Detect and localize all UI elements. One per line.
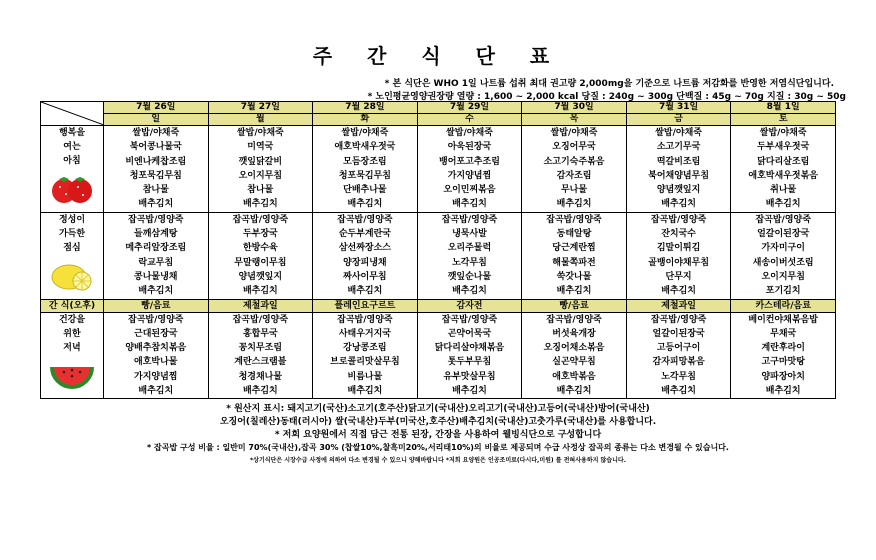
snack-cell: 빵/음료 [104, 299, 209, 312]
menu-item: 배추김치 [661, 386, 696, 397]
menu-item: 배추김치 [556, 286, 592, 297]
menu-item: 배추김치 [556, 386, 592, 397]
nutrition-note: * 노인평균영양권장량 열량 : 1,600 ~ 2,000 kcal 당질 : 240g ~ 300g 단백질 : 45g ~ 70g 지질 : 30g ~ 50g [367, 92, 846, 102]
breakfast-day-cell [731, 126, 836, 213]
menu-item: 사태우거지국 [338, 328, 391, 339]
menu-item: 김말이튀김 [656, 243, 701, 254]
menu-item: 잡곡밥/영양죽 [232, 214, 289, 225]
date-row [41, 102, 836, 114]
menu-item: 오이민찌볶음 [443, 185, 496, 196]
menu-item: 오이지무침 [761, 271, 805, 282]
menu-item: 잡곡밥/영양죽 [337, 214, 393, 225]
menu-item: 쌀밥/야채죽 [236, 128, 284, 138]
dinner-day-cell [313, 312, 418, 399]
breakfast-label [41, 126, 104, 213]
menu-item: 고구마맛탕 [761, 357, 805, 368]
dinner-day-cell [731, 312, 836, 399]
menu-item: 계란스크램블 [234, 357, 287, 368]
menu-item: 오리주물럭 [447, 243, 492, 254]
weekly-menu-table [40, 101, 836, 399]
menu-item: 곤약어묵국 [447, 328, 492, 339]
breakfast-label-line: 행복을 [58, 128, 86, 138]
menu-item: 참나물 [247, 185, 274, 196]
menu-item: 잡곡밥/영양죽 [441, 314, 498, 325]
dinner-label [41, 312, 104, 399]
menu-item: 배추김치 [556, 199, 592, 210]
menu-item: 애호박나물 [134, 357, 178, 368]
menu-item: 오징어채소볶음 [543, 343, 605, 354]
menu-item: 순두부계란국 [338, 229, 391, 240]
lemon-icon [41, 259, 103, 293]
menu-item: 포기김치 [765, 286, 801, 297]
menu-item: 뱅어포고추조림 [439, 156, 500, 167]
day-cell: 토 [731, 114, 836, 126]
lunch-day-cell [731, 212, 836, 299]
menu-item: 단배추나물 [343, 185, 387, 196]
menu-item: 아욱된장국 [447, 142, 492, 153]
menu-item: 얼갈이된장국 [652, 328, 705, 339]
menu-item: 참나물 [142, 185, 169, 196]
snack-cell: 빵/음료 [522, 299, 627, 312]
menu-item: 떡갈비조림 [656, 156, 701, 167]
breakfast-day-cell [208, 126, 313, 213]
menu-item: 쌀밥/야채죽 [132, 128, 180, 138]
snack-label: 간 식(오후) [41, 299, 104, 312]
menu-item: 꽁치무조림 [238, 343, 283, 354]
menu-item: 배추김치 [242, 386, 278, 397]
menu-item: 애호박볶음 [552, 371, 596, 382]
menu-item: 청포묵김무침 [129, 170, 182, 181]
menu-item: 배추김치 [242, 199, 278, 210]
menu-item: 잡곡밥/영양죽 [755, 214, 811, 225]
menu-item: 잔치국수 [661, 229, 696, 240]
origin-note-2: 오징어(칠레산)동태(러시아) 쌀(국내산)두부(미국산,호주산)배추김치(국내산)고춧가루(국내산)를 사용합니다. [219, 417, 657, 427]
date-cell: 7월 29일 [417, 102, 522, 114]
page-title: 주 간 식 단 표 [312, 44, 564, 68]
menu-item: 새송이버섯조림 [752, 257, 814, 268]
lunch-label-line: 정성이 [58, 214, 86, 225]
dinner-row [41, 312, 836, 399]
menu-item: 배추김치 [242, 286, 278, 297]
breakfast-day-cell [522, 126, 627, 213]
menu-item: 잡곡밥/영양죽 [650, 214, 707, 225]
menu-item: 양념깻잎지 [656, 185, 701, 196]
menu-item: 한방수육 [242, 243, 278, 254]
day-cell: 화 [313, 114, 418, 126]
lunch-day-cell [626, 212, 731, 299]
menu-item: 두부장국 [242, 229, 278, 240]
menu-item: 배추김치 [347, 386, 383, 397]
day-cell: 수 [417, 114, 522, 126]
menu-item: 얼갈이된장국 [757, 229, 810, 240]
menu-item: 고등어구이 [656, 343, 701, 354]
grain-ratio-note: * 잡곡밥 구성 비율 : 일반미 70%(국내산),잡곡 30% (찹쌀10%,찰흑미20%,서리태10%)의 비율로 제공되며 수급 사정상 잡곡의 종류는 다소 변경될 수 있습니다. [147, 443, 729, 452]
dinner-label-line: 위한 [63, 328, 81, 339]
menu-item: 잡곡밥/영양죽 [128, 214, 184, 225]
menu-item: 잡곡밥/영양죽 [546, 214, 602, 225]
menu-item: 들깨삼계탕 [134, 229, 178, 240]
menu-item: 짜사이무침 [343, 271, 387, 282]
menu-item: 골뱅이야채무침 [648, 257, 710, 268]
breakfast-label-line: 아침 [63, 156, 81, 166]
menu-item: 배추김치 [765, 386, 801, 397]
menu-item: 청경채나물 [238, 371, 283, 382]
dinner-day-cell [626, 312, 731, 399]
menu-item: 잡곡밥/영양죽 [337, 314, 393, 325]
lunch-label-line: 가득한 [58, 228, 86, 239]
breakfast-day-cell [313, 126, 418, 213]
menu-item: 두부새우젓국 [757, 142, 810, 153]
lunch-day-cell [313, 212, 418, 299]
snack-cell: 카스테라/음료 [731, 299, 836, 312]
menu-item: 잡곡밥/영양죽 [441, 214, 498, 225]
menu-item: 유부맛살무침 [443, 371, 496, 382]
corner-cell [41, 102, 104, 126]
menu-item: 배추김치 [138, 286, 174, 297]
menu-item: 당근계란찜 [552, 243, 596, 254]
day-row [41, 114, 836, 126]
menu-item: 메추리알장조림 [125, 243, 187, 254]
menu-item: 양파장아치 [761, 371, 805, 382]
menu-item: 배추김치 [138, 199, 174, 210]
menu-item: 소고기무국 [656, 142, 701, 153]
sodium-note: * 본 식단은 WHO 1일 나트륨 섭취 최대 권고량 2,000mg을 기준으로 나트륨 저감화를 반영한 저염식단입니다. [384, 79, 834, 89]
date-cell: 7월 31일 [626, 102, 731, 114]
menu-item: 쌀밥/야채죽 [550, 128, 598, 138]
menu-item: 오징어무국 [552, 142, 596, 153]
menu-item: 강낭콩조림 [343, 343, 387, 354]
breakfast-label-line: 여는 [63, 142, 81, 152]
day-cell: 금 [626, 114, 731, 126]
menu-item: 청포묵김무침 [338, 170, 391, 181]
menu-item: 노각무침 [661, 371, 696, 382]
menu-item: 양배추참치볶음 [125, 343, 187, 354]
menu-item: 북어채양념무침 [648, 170, 710, 181]
menu-item: 비름나물 [347, 371, 383, 382]
menu-item: 닭다리살야채볶음 [434, 343, 505, 354]
menu-item: 무나물 [560, 185, 588, 196]
menu-item: 베이컨야채볶음밥 [748, 314, 818, 325]
menu-item: 배추김치 [347, 286, 383, 297]
homemade-note: * 저희 요양원에서 직접 담근 전통 된장, 간장을 사용하여 웰빙식단으로 구성합니다 [274, 430, 602, 440]
dinner-day-cell [104, 312, 209, 399]
diagonal-line [41, 102, 104, 125]
menu-item: 감자피망볶음 [652, 357, 705, 368]
lunch-row [41, 212, 836, 299]
menu-item: 냉묵사발 [452, 229, 487, 240]
menu-item: 양념깻잎지 [238, 271, 283, 282]
menu-item: 소고기숙주볶음 [543, 156, 605, 167]
menu-item: 배추김치 [661, 286, 696, 297]
menu-item: 콩나물냉채 [134, 271, 178, 282]
menu-item: 배추김치 [765, 199, 801, 210]
menu-item: 무말랭이무침 [234, 257, 287, 268]
menu-item: 계란후라이 [761, 343, 805, 354]
date-cell: 7월 30일 [522, 102, 627, 114]
date-cell: 7월 26일 [104, 102, 209, 114]
menu-item: 취나물 [770, 185, 797, 196]
snack-cell: 제철과일 [626, 299, 731, 312]
dinner-day-cell [417, 312, 522, 399]
date-cell: 7월 27일 [208, 102, 313, 114]
watermelon-icon [41, 359, 103, 393]
lunch-day-cell [417, 212, 522, 299]
snack-cell: 플레인요구르트 [313, 299, 418, 312]
menu-item: 배추김치 [347, 199, 383, 210]
menu-item: 비엔나케찹조림 [125, 156, 187, 167]
breakfast-row [41, 126, 836, 213]
dinner-day-cell [208, 312, 313, 399]
menu-item: 쌀밥/야채죽 [655, 128, 702, 138]
dinner-day-cell [522, 312, 627, 399]
menu-item: 애호박새우젓국 [334, 142, 396, 153]
menu-item: 배추김치 [138, 386, 174, 397]
menu-item: 배추김치 [452, 199, 487, 210]
breakfast-day-cell [417, 126, 522, 213]
menu-item: 동태알탕 [556, 229, 592, 240]
menu-item: 깻잎닭갈비 [238, 156, 283, 167]
menu-item: 닭다리살조림 [757, 156, 810, 167]
menu-item: 북어콩나물국 [129, 142, 182, 153]
menu-item: 잡곡밥/영양죽 [546, 314, 602, 325]
snack-cell: 감자전 [417, 299, 522, 312]
menu-item: 깻잎순나물 [447, 271, 492, 282]
menu-item: 홍합무국 [242, 328, 278, 339]
day-cell: 목 [522, 114, 627, 126]
menu-item: 쌀밥/야채죽 [446, 128, 493, 138]
snack-row [41, 299, 836, 312]
dinner-label-line: 건강을 [58, 314, 86, 325]
menu-item: 근대된장국 [134, 328, 178, 339]
snack-cell: 제철과일 [208, 299, 313, 312]
menu-item: 가자미구이 [761, 243, 805, 254]
origin-note: * 원산지 표시: 돼지고기(국산)소고기(호주산)닭고기(국내산)오리고기(국내산)고등어(국내산)방어(국내산) [226, 404, 650, 414]
date-cell: 8월 1일 [731, 102, 836, 114]
date-cell: 7월 28일 [313, 102, 418, 114]
breakfast-day-cell [626, 126, 731, 213]
menu-item: 배추김치 [452, 286, 487, 297]
menu-item: 미역국 [247, 142, 274, 153]
menu-item: 쌀밥/야채죽 [759, 128, 807, 138]
menu-item: 오이지무침 [238, 170, 283, 181]
menu-item: 쌀밥/야채죽 [341, 128, 389, 138]
menu-item: 양장피냉채 [343, 257, 387, 268]
lunch-label [41, 212, 104, 299]
strawberry-icon [41, 172, 103, 206]
menu-item: 잡곡밥/영양죽 [232, 314, 289, 325]
menu-item: 모듬장조림 [343, 156, 387, 167]
menu-item: 쑥갓나물 [556, 271, 592, 282]
menu-item: 애호박새우젓볶음 [748, 170, 818, 181]
menu-item: 배추김치 [661, 199, 696, 210]
menu-item: 삼선짜장소스 [338, 243, 391, 254]
menu-item: 실곤약무침 [552, 357, 596, 368]
menu-item: 잡곡밥/영양죽 [650, 314, 707, 325]
menu-item: 버섯육개장 [552, 328, 596, 339]
menu-item: 감자조림 [556, 170, 592, 181]
menu-item: 배추김치 [452, 386, 487, 397]
menu-item: 단무지 [665, 271, 692, 282]
lunch-label-line: 점심 [63, 242, 81, 253]
menu-item: 해물쪽파전 [552, 257, 596, 268]
menu-item: 가지양념찜 [447, 170, 492, 181]
menu-item: 톳두부무침 [447, 357, 492, 368]
lunch-day-cell [104, 212, 209, 299]
menu-item: 노각무침 [452, 257, 487, 268]
menu-item: 브로콜리맛살무침 [330, 357, 400, 368]
dinner-label-line: 저녁 [63, 342, 81, 353]
lunch-day-cell [522, 212, 627, 299]
day-cell: 일 [104, 114, 209, 126]
lunch-day-cell [208, 212, 313, 299]
breakfast-day-cell [104, 126, 209, 213]
menu-item: 무채국 [770, 328, 797, 339]
menu-item: 가지양념찜 [134, 371, 178, 382]
menu-item: 잡곡밥/영양죽 [128, 314, 184, 325]
menu-item: 락교무침 [138, 257, 174, 268]
disclaimer-note: *상기식단은 시장수급 사정에 의하여 다소 변경될 수 있으니 양해바랍니다 *저희 요양원은 인공조미료(다시다,미원) 를 전혀사용하지 않습니다. [250, 457, 626, 464]
day-cell: 월 [208, 114, 313, 126]
